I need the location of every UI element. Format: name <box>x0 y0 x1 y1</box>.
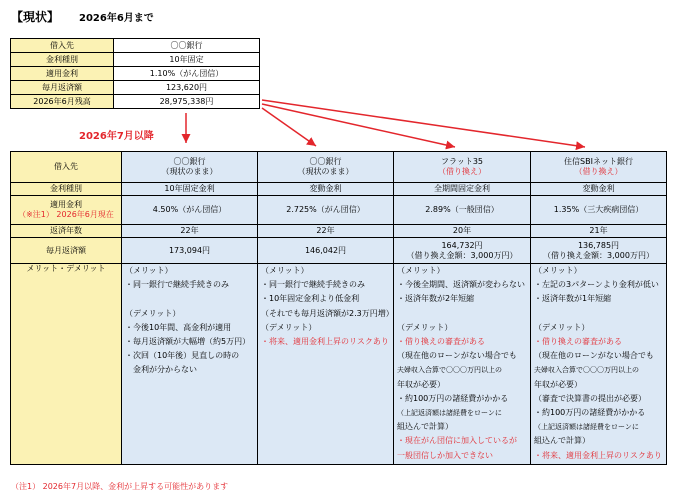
merit-line: ・約100万円の諸経費がかかる <box>534 408 646 418</box>
merit-line: ・毎月返済額が大幅増（約5万円） <box>125 337 251 347</box>
rate-cell: 2.89%（一般団信） <box>394 196 531 225</box>
row-label: 借入先 <box>11 152 122 183</box>
row-label: 金利種別 <box>11 53 114 67</box>
merit-line <box>397 307 527 321</box>
table-row <box>11 183 667 196</box>
merit-line: （デメリット） <box>125 308 181 318</box>
merits-cell <box>122 264 258 465</box>
merit-line: （メリット） <box>125 266 173 275</box>
row-value: 28,975,338円 <box>114 95 260 109</box>
merit-line: （現在他のローンがない場合でも <box>534 351 654 361</box>
merit-line <box>534 307 663 321</box>
merit-line: ・将来、適用金利上昇のリスクあり <box>261 337 389 347</box>
comparison-table <box>10 151 667 465</box>
row-label: 適用金利 <box>11 67 114 81</box>
monthly-cell: 136,785円 （借り換え金額：3,000万円） <box>531 238 667 264</box>
merit-line: 夫婦収入合算で〇〇〇万円以上の <box>534 366 639 375</box>
merit-line: ・将来、適用金利上昇のリスクあり <box>534 450 662 460</box>
merit-line <box>125 292 254 306</box>
merit-line: （メリット） <box>397 266 445 275</box>
merit-line: ・今後全期間、返済額が変わらない <box>397 280 525 290</box>
merit-line: ・左記の3パターンより金利が低い <box>534 280 659 290</box>
merit-line: 金利が分からない <box>125 365 197 375</box>
rate-type-cell: 10年固定金利 <box>122 183 258 196</box>
merit-line: ・10年固定金利より低金利 <box>261 294 360 304</box>
lender-cell: 〇〇銀行 （現状のまま） <box>258 152 394 183</box>
row-label: 2026年6月残高 <box>11 95 114 109</box>
merit-line: 組込んで計算） <box>397 422 453 432</box>
merit-line: （それでも毎月返済額が2.3万円増） <box>261 308 394 318</box>
rate-type-cell: 変動金利 <box>258 183 394 196</box>
table-row <box>11 196 667 225</box>
table-row <box>11 152 667 183</box>
merit-line: ・返済年数が2年短縮 <box>397 294 475 304</box>
merit-line: 年収が必要） <box>534 379 582 389</box>
merit-line: （現在他のローンがない場合でも <box>397 351 517 361</box>
table-row <box>11 53 260 67</box>
merit-line: （上記返済額は諸経費をローンに <box>534 423 639 432</box>
row-label: 金利種別 <box>11 183 122 196</box>
table-row <box>11 264 667 465</box>
merit-line: ・同一銀行で継続手続きのみ <box>125 280 229 290</box>
arrow-to-col2 <box>262 108 316 146</box>
row-label: 借入先 <box>11 39 114 53</box>
row-value: 1.10%（がん団信） <box>114 67 260 81</box>
monthly-cell: 146,042円 <box>258 238 394 264</box>
section-title: 【現状】 <box>11 10 60 24</box>
merit-line: ・借り換えの審査がある <box>397 337 485 347</box>
merit-line: （デメリット） <box>261 322 317 332</box>
period-label: 2026年6月まで <box>79 13 154 24</box>
july-label: 2026年7月以降 <box>79 131 154 142</box>
merit-line: ・返済年数が1年短縮 <box>534 294 612 304</box>
row-label: 毎月返済額 <box>11 238 122 264</box>
merits-cell <box>531 264 667 465</box>
lender-cell: フラット35 （借り換え） <box>394 152 531 183</box>
rate-cell: 2.725%（がん団信） <box>258 196 394 225</box>
years-cell: 21年 <box>531 225 667 238</box>
current-loan-table <box>10 38 260 109</box>
row-value: 〇〇銀行 <box>114 39 260 53</box>
merit-line: 年収が必要） <box>397 379 445 389</box>
merit-line: 一般団信しか加入できない <box>397 450 493 460</box>
merit-line: （デメリット） <box>534 322 590 332</box>
footnote: （注1） 2026年7月以降、金利が上昇する可能性があります <box>11 482 229 491</box>
merit-line: ・今後10年間、高金利が適用 <box>125 322 232 332</box>
merit-line: 夫婦収入合算で〇〇〇万円以上の <box>397 366 502 375</box>
rate-cell: 1.35%（三大疾病団信） <box>531 196 667 225</box>
merit-line: （メリット） <box>534 266 582 275</box>
row-label: 返済年数 <box>11 225 122 238</box>
merit-line: ・同一銀行で継続手続きのみ <box>261 280 365 290</box>
merit-line: （審査で決算書の提出が必要） <box>534 393 646 403</box>
table-row <box>11 67 260 81</box>
merit-line: ・約100万円の諸経費がかかる <box>397 393 509 403</box>
row-value: 10年固定 <box>114 53 260 67</box>
merit-line: ・借り換えの審査がある <box>534 337 622 347</box>
row-label: 適用金利 （※注1） 2026年6月現在 <box>11 196 122 225</box>
merit-line: 組込んで計算） <box>534 436 590 446</box>
row-label: 毎月返済額 <box>11 81 114 95</box>
merit-line: （デメリット） <box>397 322 453 332</box>
row-label: メリット・デメリット <box>11 264 122 465</box>
merit-line: （メリット） <box>261 266 309 275</box>
rate-type-cell: 全期間固定金利 <box>394 183 531 196</box>
rate-cell: 4.50%（がん団信） <box>122 196 258 225</box>
row-value: 123,620円 <box>114 81 260 95</box>
merits-cell <box>394 264 531 465</box>
years-cell: 22年 <box>258 225 394 238</box>
years-cell: 20年 <box>394 225 531 238</box>
table-row <box>11 238 667 264</box>
years-cell: 22年 <box>122 225 258 238</box>
merit-line: ・現在がん団信に加入しているが <box>397 436 517 446</box>
rate-type-cell: 変動金利 <box>531 183 667 196</box>
lender-cell: 住信SBIネット銀行 （借り換え） <box>531 152 667 183</box>
arrow-to-col3 <box>262 104 455 147</box>
arrow-to-col4 <box>262 100 585 147</box>
table-row <box>11 81 260 95</box>
merit-line: ・次回（10年後）見直しの時の <box>125 351 240 361</box>
table-row <box>11 225 667 238</box>
lender-cell: 〇〇銀行 （現状のまま） <box>122 152 258 183</box>
merit-line: （上記返済額は諸経費をローンに <box>397 409 502 418</box>
table-row <box>11 95 260 109</box>
monthly-cell: 173,094円 <box>122 238 258 264</box>
monthly-cell: 164,732円 （借り換え金額：3,000万円） <box>394 238 531 264</box>
merits-cell <box>258 264 394 465</box>
table-row <box>11 39 260 53</box>
